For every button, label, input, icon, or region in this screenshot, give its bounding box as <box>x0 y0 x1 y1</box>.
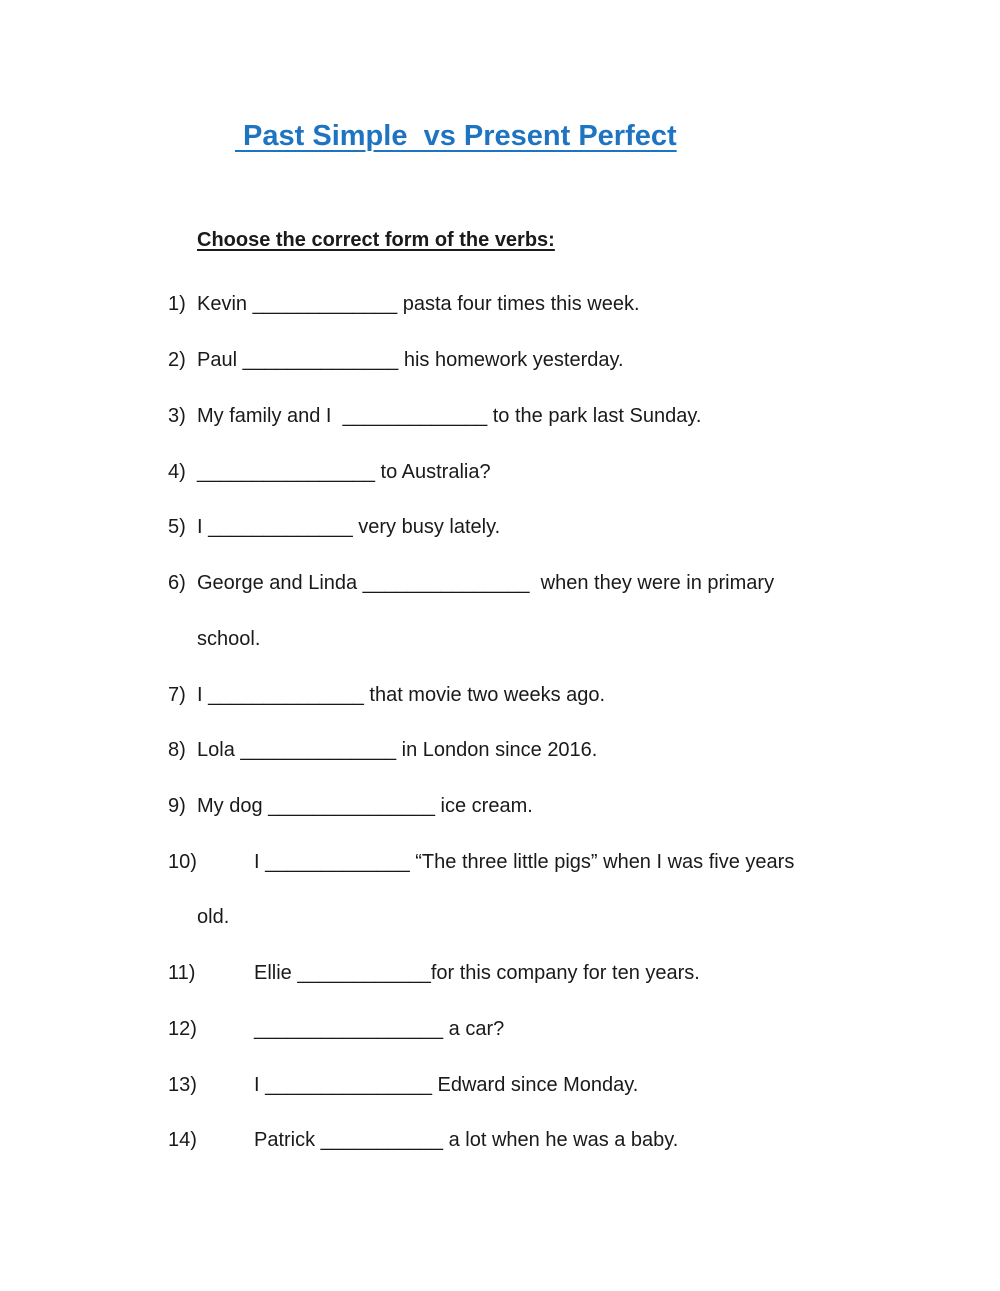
item-sentence: _________________ a car? <box>254 1018 505 1040</box>
worksheet-title: Past Simple vs Present Perfect <box>235 120 677 152</box>
item-number: 8) <box>168 739 186 761</box>
item-sentence: George and Linda _______________ when they were in primary <box>197 572 775 594</box>
item-number: 5) <box>168 516 186 538</box>
item-sentence: Kevin _____________ pasta four times this week. <box>197 293 640 315</box>
item-number: 6) <box>168 572 186 594</box>
item-sentence: I _____________ “The three little pigs” when I was five years <box>254 851 795 873</box>
item-sentence: ________________ to Australia? <box>197 461 491 483</box>
item-sentence: Ellie ____________for this company for ten years. <box>254 962 700 984</box>
item-sentence: I _____________ very busy lately. <box>197 516 501 538</box>
item-number: 13) <box>168 1074 197 1096</box>
item-sentence: I ______________ that movie two weeks ago. <box>197 684 606 706</box>
item-number: 3) <box>168 405 186 427</box>
item-number: 10) <box>168 851 197 873</box>
item-sentence: Patrick ___________ a lot when he was a baby. <box>254 1129 679 1151</box>
item-sentence: My family and I _____________ to the park last Sunday. <box>197 405 702 427</box>
item-number: 1) <box>168 293 186 315</box>
item-number: 7) <box>168 684 186 706</box>
item-number: 4) <box>168 461 186 483</box>
item-number: 12) <box>168 1018 197 1040</box>
item-sentence: My dog _______________ ice cream. <box>197 795 533 817</box>
item-sentence-continuation: school. <box>197 628 261 650</box>
instruction-heading: Choose the correct form of the verbs: <box>197 229 555 251</box>
item-sentence: Lola ______________ in London since 2016. <box>197 739 598 761</box>
item-sentence-continuation: old. <box>197 906 230 928</box>
item-number: 14) <box>168 1129 197 1151</box>
item-sentence: I _______________ Edward since Monday. <box>254 1074 639 1096</box>
item-sentence: Paul ______________ his homework yesterday. <box>197 349 624 371</box>
item-number: 9) <box>168 795 186 817</box>
item-number: 11) <box>168 962 196 984</box>
item-number: 2) <box>168 349 186 371</box>
